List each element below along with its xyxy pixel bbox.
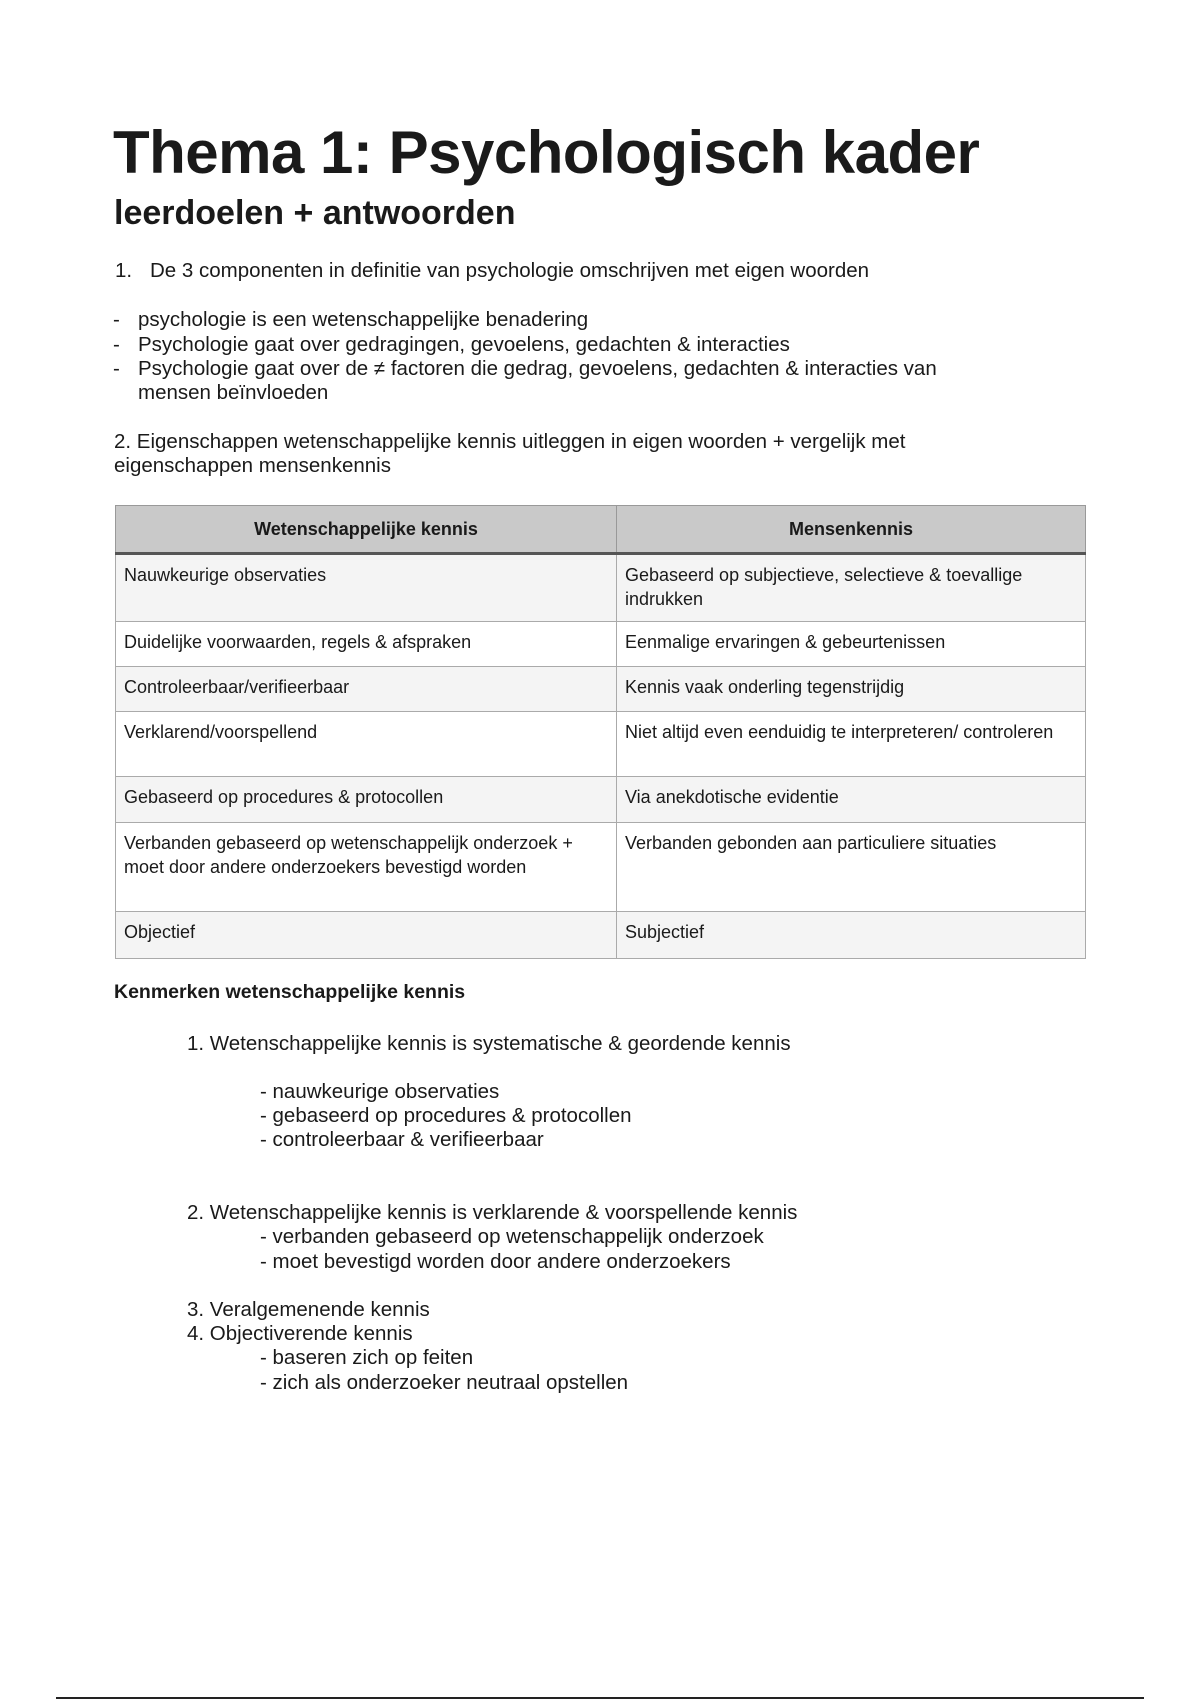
list-item: 1. Wetenschappelijke kennis is systematische & geordende kennis — [187, 1032, 791, 1055]
bullet-dash: - — [113, 308, 120, 331]
table-cell: Gebaseerd op subjectieve, selectieve & toevallige indrukken — [617, 554, 1086, 622]
list-item: 3. Veralgemenende kennis — [187, 1298, 430, 1321]
table-row — [116, 667, 1086, 712]
list-item: 2. Wetenschappelijke kennis is verklarende & voorspellende kennis — [187, 1201, 798, 1224]
table-cell: Via anekdotische evidentie — [617, 777, 1086, 823]
question-2: 2. Eigenschappen wetenschappelijke kennis uitleggen in eigen woorden + vergelijk met — [114, 430, 906, 453]
table-cell: Nauwkeurige observaties — [116, 554, 617, 622]
table-cell: Eenmalige ervaringen & gebeurtenissen — [617, 622, 1086, 667]
page-divider — [56, 1697, 1144, 1699]
list-subitem: - gebaseerd op procedures & protocollen — [260, 1104, 632, 1127]
table-cell: Verbanden gebaseerd op wetenschappelijk onderzoek + moet door andere onderzoekers bevestigd worden — [116, 823, 617, 912]
page-title: Thema 1: Psychologisch kader — [113, 119, 980, 186]
comparison-table — [115, 505, 1086, 959]
bullet-dash: - — [113, 357, 120, 380]
bullet-item: psychologie is een wetenschappelijke benadering — [138, 308, 589, 331]
table-cell: Duidelijke voorwaarden, regels & afspraken — [116, 622, 617, 667]
table-cell: Verklarend/voorspellend — [116, 712, 617, 777]
table-cell: Objectief — [116, 912, 617, 959]
table-row — [116, 823, 1086, 912]
question-2: eigenschappen mensenkennis — [114, 454, 391, 477]
page-subtitle: leerdoelen + antwoorden — [114, 194, 516, 232]
table-row — [116, 712, 1086, 777]
table-row — [116, 622, 1086, 667]
list-subitem: - baseren zich op feiten — [260, 1346, 474, 1369]
list-subitem: - zich als onderzoeker neutraal opstellen — [260, 1371, 629, 1394]
table-header: Wetenschappelijke kennis — [116, 506, 617, 554]
table-header: Mensenkennis — [617, 506, 1086, 554]
list-subitem: - nauwkeurige observaties — [260, 1080, 500, 1103]
question-1: De 3 componenten in definitie van psychologie omschrijven met eigen woorden — [150, 259, 870, 282]
bullet-item: Psychologie gaat over de ≠ factoren die gedrag, gevoelens, gedachten & interacties van — [138, 357, 937, 380]
table-cell: Subjectief — [617, 912, 1086, 959]
list-subitem: - moet bevestigd worden door andere onderzoekers — [260, 1250, 731, 1273]
table-row — [116, 912, 1086, 959]
table-cell: Verbanden gebonden aan particuliere situaties — [617, 823, 1086, 912]
question-1-number: 1. — [115, 259, 133, 282]
table-cell: Gebaseerd op procedures & protocollen — [116, 777, 617, 823]
list-subitem: - controleerbaar & verifieerbaar — [260, 1128, 544, 1151]
bullet-dash: - — [113, 333, 120, 356]
list-item: 4. Objectiverende kennis — [187, 1322, 413, 1345]
table-header-row — [116, 506, 1086, 554]
section-heading: Kenmerken wetenschappelijke kennis — [114, 981, 466, 1003]
bullet-item: Psychologie gaat over gedragingen, gevoelens, gedachten & interacties — [138, 333, 790, 356]
bullet-item: mensen beïnvloeden — [138, 381, 329, 404]
table-cell: Niet altijd even eenduidig te interpreteren/ controleren — [617, 712, 1086, 777]
table-row — [116, 777, 1086, 823]
table-cell: Kennis vaak onderling tegenstrijdig — [617, 667, 1086, 712]
table-cell: Controleerbaar/verifieerbaar — [116, 667, 617, 712]
table-row — [116, 554, 1086, 622]
list-subitem: - verbanden gebaseerd op wetenschappelijk onderzoek — [260, 1225, 764, 1248]
